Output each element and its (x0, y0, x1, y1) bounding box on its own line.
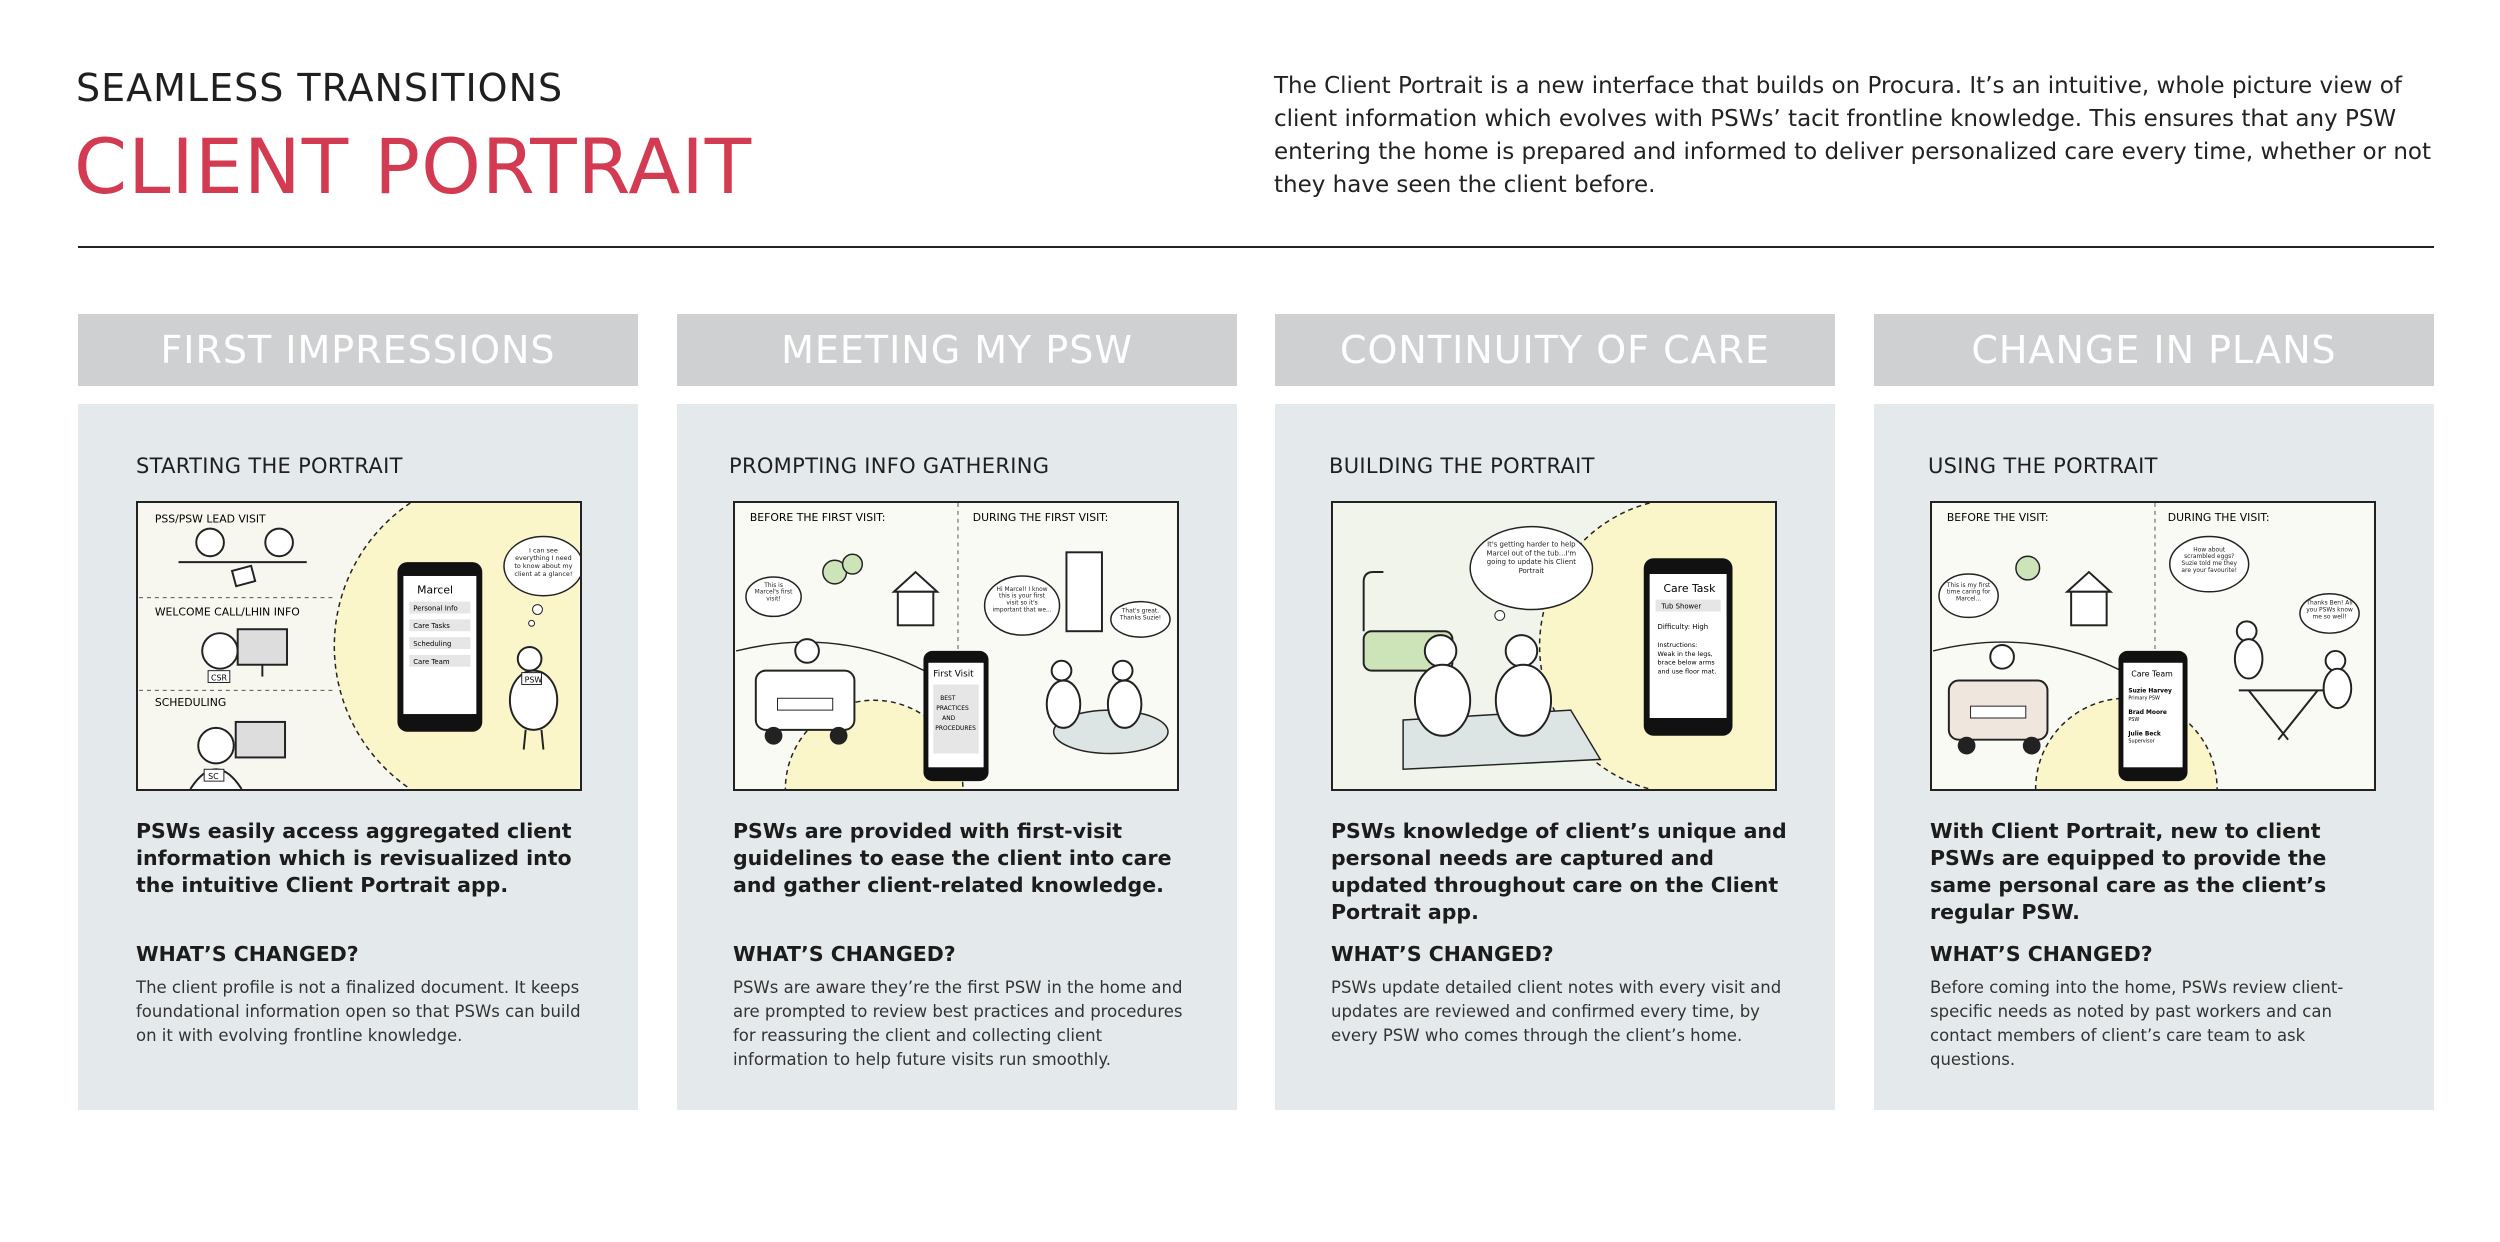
phone-item: PSW (2128, 716, 2140, 723)
phone-item: Julie Beck (2128, 731, 2161, 738)
phone-title: Marcel (417, 583, 454, 597)
phone-item: Scheduling (413, 640, 452, 648)
badge-label: PSW (524, 675, 543, 685)
phone-title: First Visit (933, 669, 974, 680)
badge-label: SC (208, 772, 219, 782)
phone-title: Care Team (2131, 669, 2173, 679)
whats-changed-label: WHAT’S CHANGED? (136, 942, 359, 966)
panel-body: Before coming into the home, PSWs review client-specific needs as noted by past workers and can contact members of client’s care team to ask questions. (1930, 978, 2344, 1069)
thought-bubble-text: It's getting harder to help Marcel out of the tub...I'm going to update his Client Portrait (1486, 540, 1577, 575)
phone-item: Suzie Harvey (2128, 688, 2172, 695)
phone-item: Personal Info (413, 604, 458, 613)
column-heading-change-in-plans: CHANGE IN PLANS (1874, 314, 2434, 386)
phone-item: PRACTICES (936, 706, 969, 713)
whats-changed-label: WHAT’S CHANGED? (1331, 942, 1554, 966)
whats-changed-label: WHAT’S CHANGED? (733, 942, 956, 966)
phone-item: and use floor mat. (1657, 667, 1717, 676)
panel-body: The client profile is not a finalized document. It keeps foundational information open so that PSWs can build on it with evolving frontline knowledge. (136, 978, 581, 1045)
panel-lead: PSWs knowledge of client’s unique and personal needs are captured and updated throughout care on the Client Portrait app. (1331, 819, 1787, 924)
panel-first-impressions (78, 404, 638, 1110)
phone-item: Care Tasks (413, 622, 450, 631)
phone-item: Weak in the legs, (1657, 649, 1713, 658)
panel-body: PSWs update detailed client notes with every visit and updates are reviewed and confirmed every time, by every PSW who comes through the client’s home. (1331, 978, 1782, 1045)
panel-continuity-of-care (1275, 404, 1835, 1110)
phone-item: Care Team (413, 657, 450, 666)
phone-item: AND (942, 715, 956, 722)
panel-subheading: USING THE PORTRAIT (1928, 454, 2158, 478)
speech-bubble-text: That's great. Thanks Suzie! (1119, 607, 1162, 622)
panel-subheading: STARTING THE PORTRAIT (136, 454, 403, 478)
phone-item: Tub Shower (1661, 602, 1702, 611)
panel-lead: PSWs easily access aggregated client information which is revisualized into the intuitive Client Portrait app. (136, 819, 572, 897)
column-heading-continuity-of-care: CONTINUITY OF CARE (1275, 314, 1835, 386)
phone-item: Difficulty: High (1657, 623, 1709, 632)
badge-label: CSR (211, 673, 228, 683)
illustration-using-portrait (1930, 501, 2376, 791)
speech-bubble-text: This is my first time caring for Marcel... (1946, 581, 1991, 603)
phone-item: BEST (940, 696, 956, 703)
illustration-building-portrait (1331, 501, 1777, 791)
column-heading-meeting-my-psw: MEETING MY PSW (677, 314, 1237, 386)
phone-item: Brad Moore (2128, 710, 2167, 717)
scene-label: DURING THE VISIT: (2167, 510, 2270, 524)
page-title: CLIENT PORTRAIT (74, 122, 753, 211)
panel-subheading: BUILDING THE PORTRAIT (1329, 454, 1595, 478)
phone-item: brace below arms (1657, 658, 1715, 667)
panel-subheading: PROMPTING INFO GATHERING (729, 454, 1050, 478)
page-kicker: SEAMLESS TRANSITIONS (76, 66, 564, 110)
row-label: SCHEDULING (154, 696, 227, 710)
phone-item: PROCEDURES (935, 725, 976, 732)
speech-bubble-text: How about scrambled eggs? Suzie told me they are your favourite! (2181, 546, 2238, 575)
speech-bubble-text: This is Marcel's first visit! (754, 581, 793, 603)
row-label: WELCOME CALL/LHIN INFO (154, 605, 300, 619)
header-divider (78, 246, 2434, 248)
column-heading-first-impressions: FIRST IMPRESSIONS (78, 314, 638, 386)
panel-change-in-plans (1874, 404, 2434, 1110)
panel-meeting-my-psw (677, 404, 1237, 1110)
thought-bubble-text: I can see everything I need to know about my client at a glance! (514, 546, 573, 578)
illustration-info-gathering (733, 501, 1179, 791)
phone-item: Supervisor (2128, 738, 2155, 745)
phone-title: Care Task (1663, 581, 1716, 595)
scene-label: BEFORE THE FIRST VISIT: (749, 510, 886, 524)
phone-item: Primary PSW (2128, 695, 2160, 702)
panel-body: PSWs are aware they’re the first PSW in the home and are prompted to review best practices and procedures for reassuring the client and collecting client information to help future visits run smoothly. (733, 978, 1183, 1069)
scene-label: BEFORE THE VISIT: (1946, 510, 2049, 524)
panel-lead: With Client Portrait, new to client PSWs are equipped to provide the same personal care as the client’s regular PSW. (1930, 819, 2327, 924)
speech-bubble-text: Hi Marcel! I know this is your first visit so it's important that we... (992, 585, 1052, 614)
panel-lead: PSWs are provided with first-visit guidelines to ease the client into care and gather client-related knowledge. (733, 819, 1172, 897)
speech-bubble-text: Thanks Ben! All you PSWs know me so well! (2306, 599, 2353, 621)
phone-item: Instructions: (1657, 640, 1698, 649)
illustration-starting-portrait (136, 501, 582, 791)
intro-paragraph: The Client Portrait is a new interface that builds on Procura. It’s an intuitive, whole picture view of client information which evolves with PSWs’ tacit frontline knowledge. This ensures that any PSW entering the home is prepared and informed to deliver personalized care every time, whether or not they have seen the client before. (1274, 73, 2432, 198)
scene-label: DURING THE FIRST VISIT: (972, 510, 1109, 524)
row-label: PSS/PSW LEAD VISIT (154, 512, 266, 526)
whats-changed-label: WHAT’S CHANGED? (1930, 942, 2153, 966)
